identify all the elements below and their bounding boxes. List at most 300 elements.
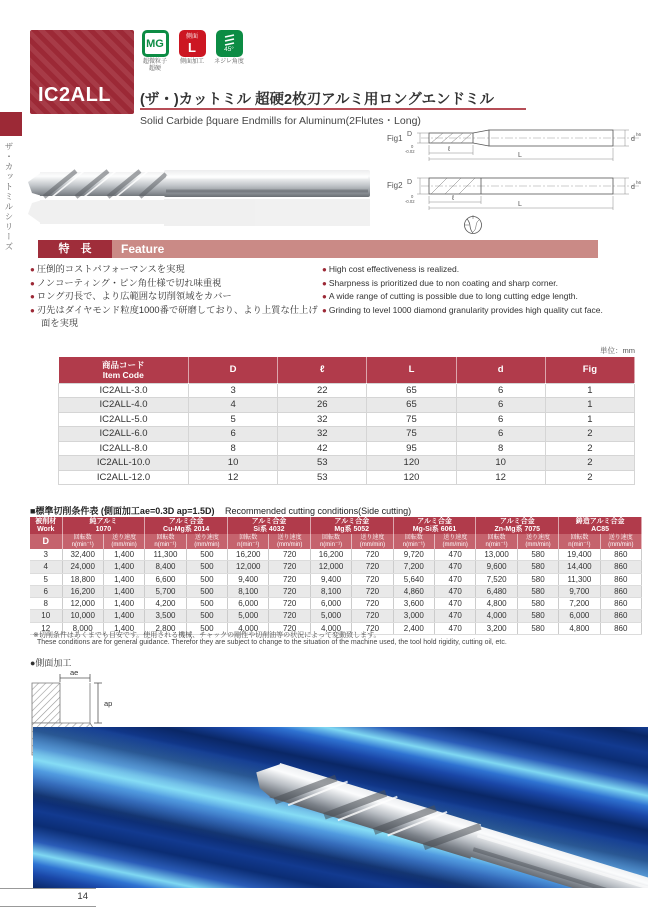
dimension-cell: 10	[456, 456, 545, 471]
material-name: アルミ合金	[251, 517, 287, 525]
work-header	[30, 517, 62, 534]
work-header-en: Work	[37, 525, 55, 533]
dimension-cell: 10	[189, 456, 278, 471]
item-code-header-jp: 商品コード	[101, 359, 145, 370]
condition-cell: 500	[186, 549, 227, 561]
feature-header-en: Feature	[112, 240, 598, 258]
caption-line: 超微粒子	[142, 59, 167, 65]
material-grade: Mg系 5052	[334, 525, 370, 533]
dimension-cell: 22	[278, 383, 367, 398]
fig2-shank-label: d	[631, 184, 635, 191]
feed-header-unit: (mm/min)	[359, 541, 386, 548]
fig2-overall-length-label: L	[518, 201, 522, 208]
dimension-row	[59, 470, 635, 485]
condition-cell: 470	[435, 549, 476, 561]
condition-cell: 4,860	[393, 585, 434, 597]
spindle-header	[559, 534, 600, 549]
condition-cell: 8,100	[228, 585, 269, 597]
technical-drawings	[383, 124, 650, 236]
material-grade: AC85	[591, 525, 610, 533]
feature-bullet: ● Grinding to level 1000 diamond granularity provides high quality cut face.	[322, 304, 603, 315]
spindle-header	[145, 534, 186, 549]
cutting-row	[30, 598, 642, 610]
dimension-cell: 1	[545, 412, 634, 427]
helix-angle-icon	[216, 30, 243, 57]
dimension-cell: 95	[367, 441, 456, 456]
feature-bullets-en	[322, 263, 648, 317]
dimension-row	[59, 427, 635, 442]
dimension-cell: 8	[456, 441, 545, 456]
condition-cell: 3,200	[476, 622, 517, 634]
spindle-header-label: 回転数	[156, 534, 175, 541]
spindle-header	[228, 534, 269, 549]
application-photo	[33, 727, 648, 888]
condition-cell: 720	[352, 610, 393, 622]
caption-line: ネジレ角度	[214, 59, 244, 65]
dimension-row	[59, 441, 635, 456]
dimension-cell: 120	[367, 456, 456, 471]
condition-cell: 580	[517, 549, 558, 561]
dimension-table-section	[58, 357, 635, 485]
material-grade: 1070	[95, 525, 112, 533]
work-diameter-cell: 3	[30, 549, 62, 561]
condition-cell: 470	[435, 561, 476, 573]
item-code-cell: IC2ALL-10.0	[59, 456, 189, 471]
icon-caption	[214, 59, 244, 66]
condition-cell: 9,400	[310, 573, 351, 585]
material-header	[476, 517, 559, 534]
feature-header-jp: 特 長	[38, 240, 112, 258]
item-code-cell: IC2ALL-4.0	[59, 398, 189, 413]
footer-rule-bottom	[0, 906, 96, 907]
dimension-cell: 65	[367, 398, 456, 413]
condition-cell: 1,400	[103, 549, 144, 561]
endmill-reflection	[28, 199, 370, 226]
fig1-shank-label: d	[631, 136, 635, 143]
condition-cell: 11,300	[145, 549, 186, 561]
fig2-tolerance-bottom: -0.02	[405, 199, 415, 204]
condition-cell: 12,000	[228, 561, 269, 573]
work-diameter-cell: 8	[30, 598, 62, 610]
material-header	[228, 517, 311, 534]
feature-bullet: ● ロング刃長で、より広範囲な切削領域をカバー	[30, 291, 232, 301]
condition-cell: 500	[186, 598, 227, 610]
condition-cell: 3,000	[393, 610, 434, 622]
dimension-cell: 4	[189, 398, 278, 413]
condition-cell: 6,480	[476, 585, 517, 597]
cutting-row	[30, 573, 642, 585]
condition-cell: 5,000	[228, 610, 269, 622]
condition-cell: 720	[269, 585, 310, 597]
dimension-column-header: D	[189, 357, 278, 383]
mg-label: MG	[146, 37, 164, 50]
application-photo-endmill	[33, 727, 648, 888]
material-header	[145, 517, 228, 534]
feature-bullets-jp	[30, 263, 320, 331]
cutting-row	[30, 561, 642, 573]
condition-cell: 860	[600, 598, 641, 610]
condition-cell: 6,000	[310, 598, 351, 610]
condition-cell: 18,800	[62, 573, 103, 585]
fig1-tolerance-bottom: -0.02	[405, 149, 415, 154]
condition-cell: 19,400	[559, 549, 600, 561]
feed-header-label: 送り速度	[608, 534, 633, 541]
condition-cell: 580	[517, 585, 558, 597]
cutting-table-section	[30, 517, 642, 635]
condition-cell: 13,000	[476, 549, 517, 561]
condition-cell: 10,000	[62, 610, 103, 622]
feed-header-label: 送り速度	[360, 534, 385, 541]
condition-cell: 720	[269, 561, 310, 573]
condition-cell: 860	[600, 610, 641, 622]
spindle-header	[62, 534, 103, 549]
bullet-icon: ●	[322, 265, 327, 274]
material-name: アルミ合金	[168, 517, 204, 525]
dimension-column-header: ℓ	[278, 357, 367, 383]
spindle-header-unit: n(min⁻¹)	[71, 541, 94, 548]
icon-unit-helix	[214, 30, 244, 73]
endmill-image	[28, 170, 370, 197]
condition-cell: 860	[600, 585, 641, 597]
item-code-cell: IC2ALL-6.0	[59, 427, 189, 442]
condition-cell: 470	[435, 573, 476, 585]
ae-label: ae	[70, 668, 79, 677]
spindle-header	[393, 534, 434, 549]
condition-cell: 720	[269, 610, 310, 622]
fig1-tolerance-top: 0	[411, 144, 414, 149]
bullet-icon: ●	[30, 305, 35, 315]
work-diameter-cell: 5	[30, 573, 62, 585]
material-grade: Mg-Si系 6061	[412, 525, 457, 533]
condition-cell: 12,000	[310, 561, 351, 573]
fig1-flute-length-label: ℓ	[448, 146, 451, 153]
material-name: 鋳造アルミ合金	[575, 517, 625, 525]
dimension-column-header: Fig	[545, 357, 634, 383]
feed-header-unit: (mm/min)	[194, 541, 220, 548]
cutting-row	[30, 549, 642, 561]
dimension-cell: 75	[367, 427, 456, 442]
dimension-cell: 2	[545, 456, 634, 471]
material-grade: Zn-Mg系 7075	[494, 525, 541, 533]
icon-caption	[177, 59, 207, 66]
condition-cell: 2,800	[145, 622, 186, 634]
condition-cell: 4,800	[559, 622, 600, 634]
spindle-header-unit: n(min⁻¹)	[319, 541, 343, 548]
condition-cell: 5,700	[145, 585, 186, 597]
condition-cell: 500	[186, 622, 227, 634]
feature-bullet: ● 圧倒的コストパフォーマンスを実現	[30, 264, 185, 274]
condition-cell: 9,720	[393, 549, 434, 561]
fig1-overall-length-label: L	[518, 152, 522, 159]
condition-cell: 580	[517, 561, 558, 573]
dimension-cell: 120	[367, 470, 456, 485]
dimension-cell: 12	[189, 470, 278, 485]
dimension-cell: 2	[545, 427, 634, 442]
side-label-top: 側面	[185, 33, 198, 40]
fig2-shank-tolerance: h6	[636, 180, 642, 185]
feed-header	[103, 534, 144, 549]
fig2-tolerance-top: 0	[411, 194, 414, 199]
spindle-header-label: 回転数	[73, 534, 92, 541]
feed-header-label: 送り速度	[194, 534, 219, 541]
spindle-header-unit: n(min⁻¹)	[402, 541, 425, 548]
material-name: アルミ合金	[334, 517, 370, 525]
series-vertical-label: ザ・カットミルシリーズ	[4, 142, 14, 252]
spindle-header-unit: n(min⁻¹)	[568, 541, 591, 548]
feed-header	[600, 534, 641, 549]
feature-bullet: ● 刃先はダイヤモンド粒度1000番で研磨しており、より上質な仕上げ面を実現	[30, 304, 318, 328]
bullet-icon: ●	[30, 265, 35, 274]
spindle-header-label: 回転数	[570, 534, 589, 541]
work-header-jp: 被削材	[35, 517, 57, 525]
feed-header-label: 送り速度	[443, 534, 468, 541]
dimension-cell: 6	[456, 427, 545, 442]
spindle-header-label: 回転数	[404, 534, 423, 541]
feed-header-label: 送り速度	[525, 534, 550, 541]
condition-cell: 4,000	[228, 622, 269, 634]
feed-header-unit: (mm/min)	[276, 541, 303, 548]
material-name: 純アルミ	[89, 517, 118, 525]
series-tab	[0, 112, 22, 136]
fig1-diameter-label: D	[407, 131, 413, 138]
condition-cell: 720	[352, 549, 393, 561]
condition-cell: 6,000	[559, 610, 600, 622]
condition-cell: 720	[352, 573, 393, 585]
product-photo	[18, 136, 380, 234]
dimension-cell: 6	[456, 398, 545, 413]
condition-cell: 470	[435, 610, 476, 622]
material-header	[62, 517, 145, 534]
dimension-cell: 2	[545, 441, 634, 456]
condition-cell: 720	[269, 573, 310, 585]
bullet-icon: ●	[322, 305, 327, 315]
condition-cell: 9,600	[476, 561, 517, 573]
item-code-header	[59, 357, 189, 383]
item-code-cell: IC2ALL-3.0	[59, 383, 189, 398]
side-label: L	[188, 39, 196, 55]
condition-cell: 860	[600, 561, 641, 573]
dimension-cell: 65	[367, 383, 456, 398]
helix-degree-label: 45°	[224, 46, 234, 53]
feed-header	[435, 534, 476, 549]
dimension-row	[59, 456, 635, 471]
condition-cell: 500	[186, 585, 227, 597]
dimension-cell: 3	[189, 383, 278, 398]
work-diameter-cell: 12	[30, 622, 62, 634]
condition-cell: 1,400	[103, 573, 144, 585]
material-header	[310, 517, 393, 534]
spindle-header-label: 回転数	[322, 534, 341, 541]
dimension-cell: 6	[456, 383, 545, 398]
cutting-title-jp: ■標準切削条件表 (側面加工ae=0.3D ap=1.5D)	[30, 506, 215, 516]
feature-bullet: ● Sharpness is prioritized due to non coating and sharp corner.	[322, 277, 559, 288]
unit-note: 単位：mm	[600, 346, 635, 355]
feed-header	[269, 534, 310, 549]
bullet-icon: ●	[322, 292, 327, 301]
condition-cell: 720	[269, 598, 310, 610]
feature-bullet: ● High cost effectiveness is realized.	[322, 264, 460, 274]
page-title: (ザ・)カットミル 超硬2枚刃アルミ用ロングエンドミル	[140, 92, 494, 108]
condition-cell: 470	[435, 598, 476, 610]
condition-cell: 8,000	[62, 622, 103, 634]
condition-cell: 12,000	[62, 598, 103, 610]
dimension-cell: 53	[278, 456, 367, 471]
micro-grain-carbide-icon	[142, 30, 169, 57]
icon-unit-side	[177, 30, 207, 73]
dimension-cell: 1	[545, 383, 634, 398]
fig2-flute-length-label: ℓ	[452, 195, 455, 202]
condition-cell: 4,000	[476, 610, 517, 622]
work-diameter-cell: 6	[30, 585, 62, 597]
fig2-label: Fig2	[387, 181, 403, 190]
dimension-cell: 53	[278, 470, 367, 485]
condition-cell: 1,400	[103, 598, 144, 610]
dimension-cell: 6	[456, 412, 545, 427]
fig1-label: Fig1	[387, 134, 403, 143]
condition-cell: 720	[352, 561, 393, 573]
spindle-header	[476, 534, 517, 549]
material-name: アルミ合金	[499, 517, 535, 525]
condition-cell: 9,400	[228, 573, 269, 585]
condition-cell: 1,400	[103, 561, 144, 573]
fig1-drawing	[417, 130, 641, 161]
dimension-column-header: L	[367, 357, 456, 383]
condition-cell: 720	[352, 598, 393, 610]
condition-cell: 7,520	[476, 573, 517, 585]
product-logo-box	[30, 30, 134, 114]
fig2-drawing	[417, 178, 641, 210]
condition-cell: 11,300	[559, 573, 600, 585]
condition-cell: 720	[269, 549, 310, 561]
attribute-icons	[140, 30, 244, 73]
feed-header	[517, 534, 558, 549]
dimension-row	[59, 412, 635, 427]
condition-cell: 24,000	[62, 561, 103, 573]
bullet-icon: ●	[30, 278, 35, 288]
condition-cell: 4,000	[310, 622, 351, 634]
spindle-header-label: 回転数	[239, 534, 258, 541]
dimension-cell: 32	[278, 412, 367, 427]
bullet-icon: ●	[30, 292, 35, 301]
condition-cell: 860	[600, 549, 641, 561]
feed-header	[186, 534, 227, 549]
feed-header-unit: (mm/min)	[525, 541, 551, 548]
side-machining-icon	[179, 30, 206, 57]
work-diameter-cell: 4	[30, 561, 62, 573]
feed-header-unit: (mm/min)	[442, 541, 468, 548]
fig1-shank-tolerance: h6	[636, 132, 642, 137]
condition-cell: 16,200	[62, 585, 103, 597]
dimension-column-header: d	[456, 357, 545, 383]
spindle-header-unit: n(min⁻¹)	[237, 541, 260, 548]
dimension-cell: 8	[189, 441, 278, 456]
condition-cell: 5,640	[393, 573, 434, 585]
condition-cell: 470	[435, 622, 476, 634]
cutting-group-row	[30, 517, 642, 534]
condition-cell: 720	[352, 622, 393, 634]
cutting-conditions-title	[30, 504, 411, 517]
dimension-table	[58, 357, 635, 485]
feed-header-unit: (mm/min)	[608, 541, 634, 548]
dimension-cell: 2	[545, 470, 634, 485]
condition-cell: 6,000	[228, 598, 269, 610]
condition-cell: 9,700	[559, 585, 600, 597]
condition-cell: 4,200	[145, 598, 186, 610]
cutting-table-body	[30, 549, 642, 635]
cutting-row	[30, 610, 642, 622]
side-cutting-label: ●側面加工	[30, 658, 72, 668]
condition-cell: 8,100	[310, 585, 351, 597]
condition-cell: 470	[435, 585, 476, 597]
cutting-title-en: Recommended cutting conditions(Side cutting)	[225, 506, 412, 516]
condition-cell: 580	[517, 573, 558, 585]
product-logo: IC2ALL	[38, 84, 111, 106]
spindle-header	[310, 534, 351, 549]
dimension-cell: 75	[367, 412, 456, 427]
dimension-cell: 5	[189, 412, 278, 427]
dimension-row	[59, 383, 635, 398]
caption-line: 超硬	[148, 66, 161, 72]
cutting-conditions-table	[30, 517, 642, 635]
feature-bullet: ● A wide range of cutting is possible due to long cutting edge length.	[322, 291, 578, 301]
condition-cell: 2,400	[393, 622, 434, 634]
bullet-icon: ●	[322, 278, 327, 288]
dimension-cell: 26	[278, 398, 367, 413]
condition-cell: 32,400	[62, 549, 103, 561]
dimension-cell: 32	[278, 427, 367, 442]
dimension-cell: 6	[189, 427, 278, 442]
dimension-cell: 42	[278, 441, 367, 456]
condition-cell: 16,200	[228, 549, 269, 561]
condition-cell: 860	[600, 622, 641, 634]
ap-label: ap	[104, 699, 113, 708]
condition-cell: 7,200	[393, 561, 434, 573]
icon-caption	[140, 59, 170, 73]
dimension-table-body	[59, 383, 635, 485]
condition-cell: 8,400	[145, 561, 186, 573]
condition-cell: 3,600	[393, 598, 434, 610]
helix-glyph	[223, 34, 236, 46]
condition-cell: 500	[186, 573, 227, 585]
page-number: 14	[77, 891, 88, 902]
feature-bullet: ● ノンコーティング・ピン角仕様で切れ味重視	[30, 277, 222, 288]
feed-header-label: 送り速度	[112, 534, 137, 541]
feature-header	[38, 240, 598, 258]
material-name: アルミ合金	[417, 517, 452, 525]
condition-cell: 860	[600, 573, 641, 585]
condition-cell: 5,000	[310, 610, 351, 622]
condition-cell: 720	[352, 585, 393, 597]
cross-section-icon	[465, 215, 482, 234]
condition-cell: 580	[517, 622, 558, 634]
condition-cell: 1,400	[103, 622, 144, 634]
work-diameter-cell: 10	[30, 610, 62, 622]
condition-cell: 3,500	[145, 610, 186, 622]
dimension-cell: 12	[456, 470, 545, 485]
material-header	[393, 517, 476, 534]
item-code-cell: IC2ALL-5.0	[59, 412, 189, 427]
condition-cell: 7,200	[559, 598, 600, 610]
material-header	[559, 517, 642, 534]
icon-unit-carbide	[140, 30, 170, 73]
feed-header-unit: (mm/min)	[111, 541, 137, 548]
spindle-header-unit: n(min⁻¹)	[154, 541, 177, 548]
cutting-row	[30, 585, 642, 597]
item-code-cell: IC2ALL-12.0	[59, 470, 189, 485]
spindle-header-unit: n(min⁻¹)	[485, 541, 508, 548]
condition-cell: 1,400	[103, 585, 144, 597]
cutting-note-jp: ※切削条件はあくまでも目安です。使用される機械、チャックの剛性や切削油等の状況によって変動致します。	[33, 632, 381, 639]
